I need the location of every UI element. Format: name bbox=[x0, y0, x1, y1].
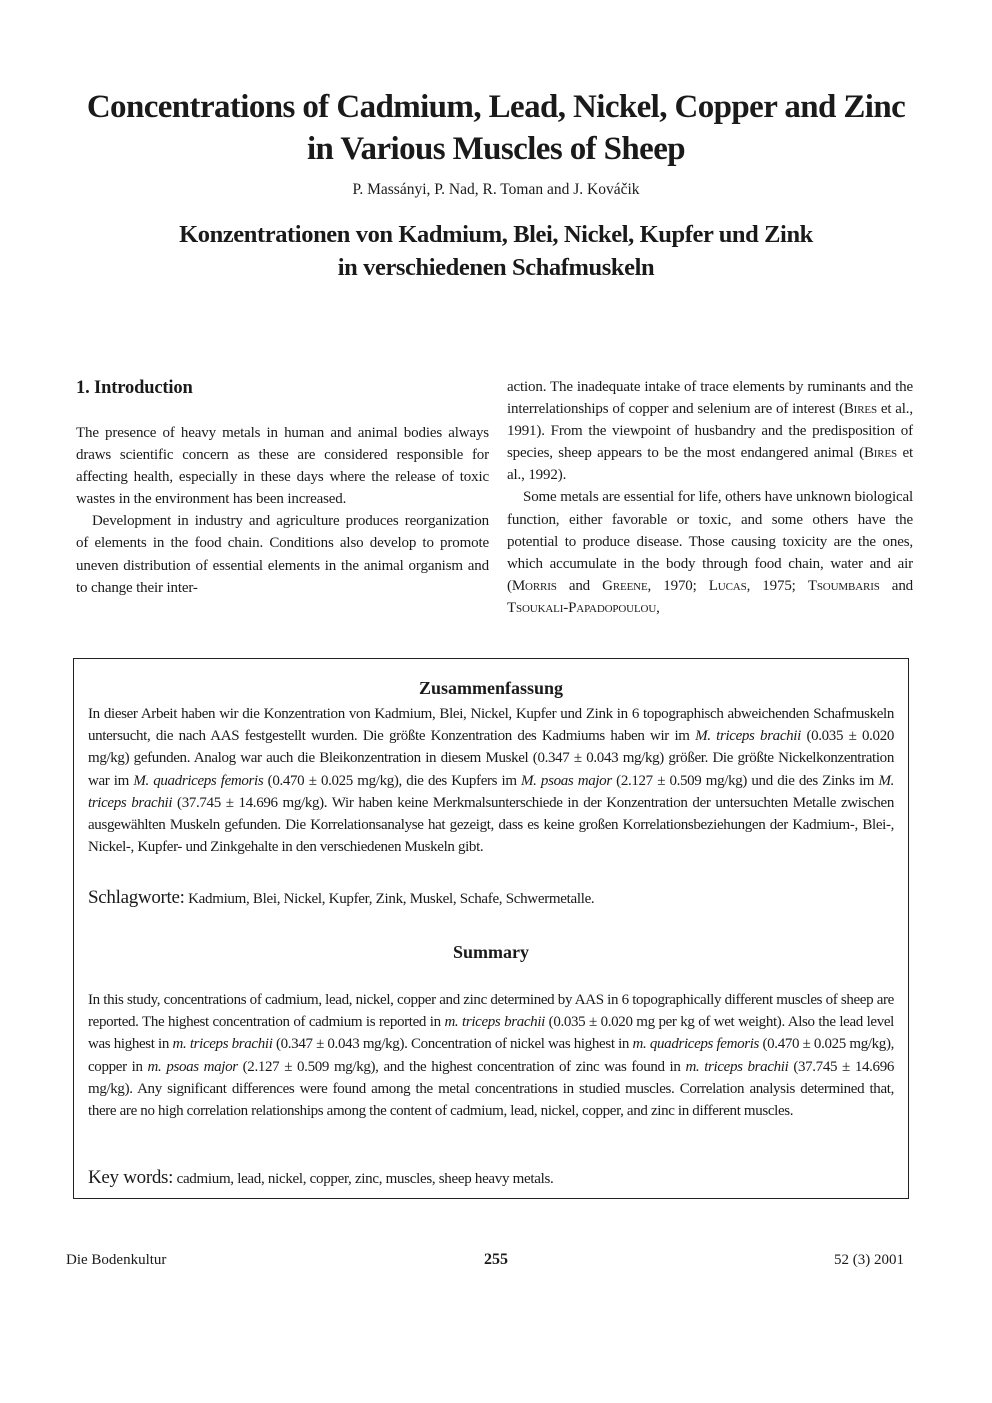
german-title-line-1: Konzentrationen von Kadmium, Blei, Nickel, Kupfer und Zink bbox=[179, 221, 813, 248]
title-line-2: in Various Muscles of Sheep bbox=[306, 131, 686, 167]
intro-paragraph-3: action. The inadequate intake of trace elements by ruminants and the interrelationships of copper and selenium are of interest (Bires et al., 1991). From the viewpoint of husbandry and the predisposition of species, sheep appears to be the most endangered animal (Bires et al., 1992). bbox=[507, 379, 913, 484]
citation: Bires bbox=[843, 401, 877, 418]
intro-paragraph-1: The presence of heavy metals in human and animal bodies always draws scientific concern as these are considered responsible for affecting health, especially in these days where the release of toxic wastes in the environment has been increased. bbox=[76, 425, 489, 508]
key-words-list: cadmium, lead, nickel, copper, zinc, muscles, sheep heavy metals. bbox=[173, 1171, 554, 1187]
citation: Bires bbox=[863, 445, 898, 462]
german-title-line-2: in verschiedenen Schafmuskeln bbox=[337, 254, 655, 281]
intro-paragraph-2: Development in industry and agriculture produces reorganization of elements in the food chain. Conditions also develop to promote uneven distribution of essential elements in the animal organism and to change their inter- bbox=[76, 513, 489, 596]
authors: P. Massányi, P. Nad, R. Toman and J. Kováčik bbox=[352, 181, 640, 198]
summary-heading: Summary bbox=[453, 942, 529, 962]
key-words bbox=[88, 1167, 894, 1189]
footer-page-number: 255 bbox=[484, 1251, 508, 1268]
zusammenfassung-text: In dieser Arbeit haben wir die Konzentration von Kadmium, Blei, Nickel, Kupfer und Zink in 6 topographisch abweichenden Schafmuskeln untersucht, die nach AAS festgestellt wurden. Die größte Konzentration des Kadmiums haben wir im M. triceps brachii (0.035 ± 0.020 mg/kg) gefunden. Analog war auch die Bleikonzentration in diesem Muskel (0.347 ± 0.043 mg/kg) größer. Die größte Nickelkonzentration war im M. quadriceps femoris (0.470 ± 0.025 mg/kg), die des Kupfers im M. psoas major (2.127 ± 0.509 mg/kg) und die des Zinks im M. triceps brachii (37.745 ± 14.696 mg/kg). Wir haben keine Merkmalsunterschiede in der Konzentration der untersuchten Metalle zwischen ausgewählten Muskeln gefunden. Die Korrelationsanalyse hat gezeigt, dass es keine großen Korrelationsbeziehungen der Kadmium-, Blei-, Nickel-, Kupfer- und Zinkgehalte in den verschiedenen Muskeln gibt. bbox=[88, 706, 895, 856]
zusammenfassung-heading: Zusammenfassung bbox=[418, 678, 564, 698]
title-line-1: Concentrations of Cadmium, Lead, Nickel, Copper and Zinc bbox=[86, 89, 906, 125]
citation: Greene bbox=[602, 577, 648, 594]
citation: Morris bbox=[511, 577, 557, 594]
footer-issue: 52 (3) 2001 bbox=[834, 1252, 904, 1268]
introduction-left-column bbox=[76, 376, 489, 599]
introduction-right-column bbox=[507, 376, 913, 619]
citation: Tsoumbaris bbox=[807, 577, 880, 594]
introduction-heading: 1. Introduction bbox=[76, 378, 193, 398]
summary-text: In this study, concentrations of cadmium, lead, nickel, copper and zinc determined by AAS in 6 topographically different muscles of sheep are reported. The highest concentration of cadmium is reported in m. triceps brachii (0.035 ± 0.020 mg per kg of wet weight). Also the lead level was highest in m. triceps brachii (0.347 ± 0.043 mg/kg). Concentration of nickel was highest in m. quadriceps femoris (0.470 ± 0.025 mg/kg), copper in m. psoas major (2.127 ± 0.509 mg/kg), and the highest concentration of zinc was found in m. triceps brachii (37.745 ± 14.696 mg/kg). Any significant differences were found among the metal concentrations in studied muscles. Correlation analysis determined that, there are no high correlation relationships among the content of cadmium, lead, nickel, copper, and zinc in different muscles. bbox=[88, 992, 895, 1120]
footer-journal: Die Bodenkultur bbox=[66, 1252, 167, 1268]
schlagworte bbox=[88, 887, 894, 909]
schlagworte-list: Kadmium, Blei, Nickel, Kupfer, Zink, Muskel, Schafe, Schwermetalle. bbox=[184, 891, 595, 907]
paper-title bbox=[0, 86, 992, 170]
key-words-label: Key words: bbox=[88, 1167, 174, 1188]
abstract-box bbox=[73, 658, 909, 1199]
citation: Lucas bbox=[708, 577, 747, 594]
citation: Tsoukali-Papadopoulou bbox=[507, 599, 657, 616]
intro-paragraph-4: Some metals are essential for life, others have unknown biological function, either favorable or toxic, and some others have the potential to produce disease. Those causing toxicity are the ones, which accumulate in the body through food chain, water and air (Morris and Greene, 1970; Lucas, 1975; Tsoumbaris and Tsoukali-Papadopoulou, bbox=[507, 489, 914, 616]
schlagworte-label: Schlagworte: bbox=[88, 887, 185, 908]
german-title bbox=[0, 218, 992, 284]
